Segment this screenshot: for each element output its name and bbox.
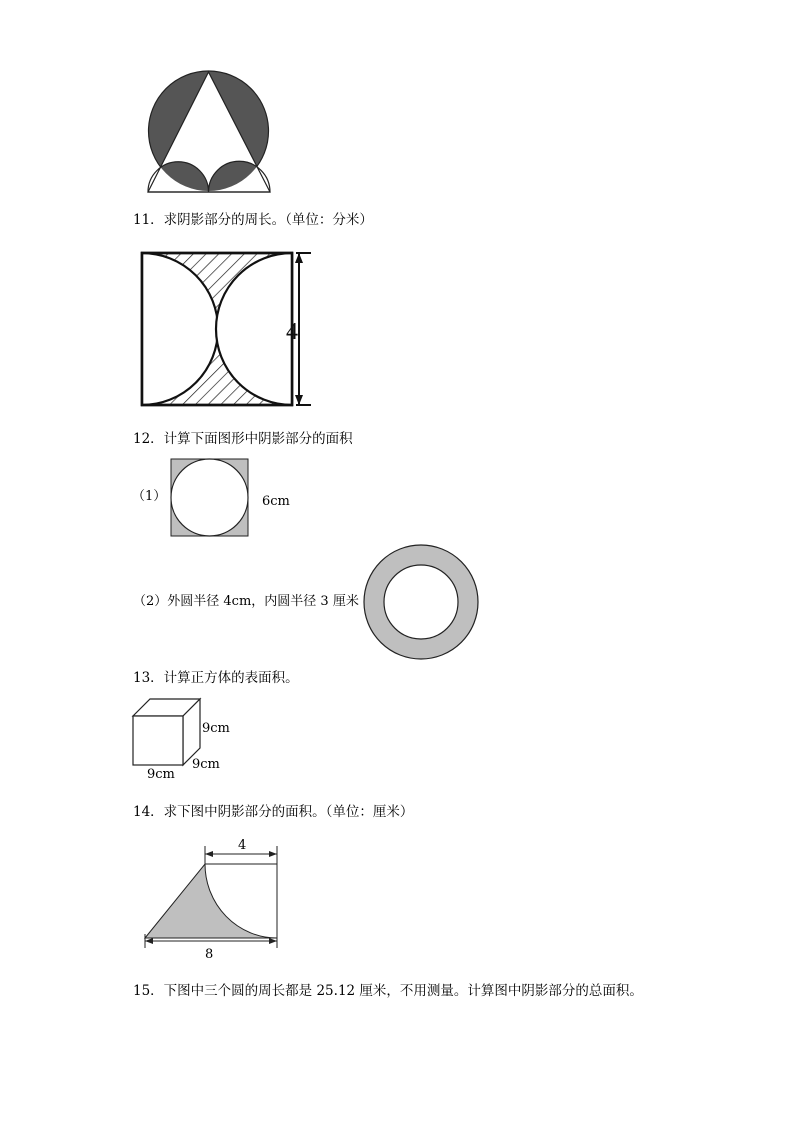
- side-label-4: 4: [286, 319, 298, 345]
- bottom-length-label: 8: [205, 947, 214, 962]
- question-15: 15．下图中三个圆的周长都是 25.12 厘米，不用测量。计算图中阴影部分的总面积。: [133, 983, 643, 999]
- figure-annulus: [362, 543, 480, 661]
- figure-square-circle: [170, 458, 250, 538]
- cube-depth-label: 9cm: [192, 757, 220, 772]
- figure-trapezoid: [140, 838, 285, 963]
- shaded-region: [145, 864, 277, 938]
- part-1-side-label: 6cm: [262, 494, 290, 509]
- top-length-label: 4: [238, 838, 247, 853]
- part-1-label: （1）: [132, 489, 167, 504]
- cube-front-label: 9cm: [147, 767, 175, 782]
- figure-circle-triangle: [140, 68, 280, 198]
- question-12: 12．计算下面图形中阴影部分的面积: [133, 431, 353, 447]
- part-2-label: （2）外圆半径 4cm，内圆半径 3 厘米: [133, 594, 359, 609]
- question-14: 14．求下图中阴影部分的面积。（单位：厘米）: [133, 804, 414, 820]
- cube-height-label: 9cm: [202, 721, 230, 736]
- figure-square-hatched: [136, 247, 316, 415]
- question-11: 11．求阴影部分的周长。（单位：分米）: [133, 212, 373, 228]
- question-13: 13．计算正方体的表面积。: [133, 670, 299, 686]
